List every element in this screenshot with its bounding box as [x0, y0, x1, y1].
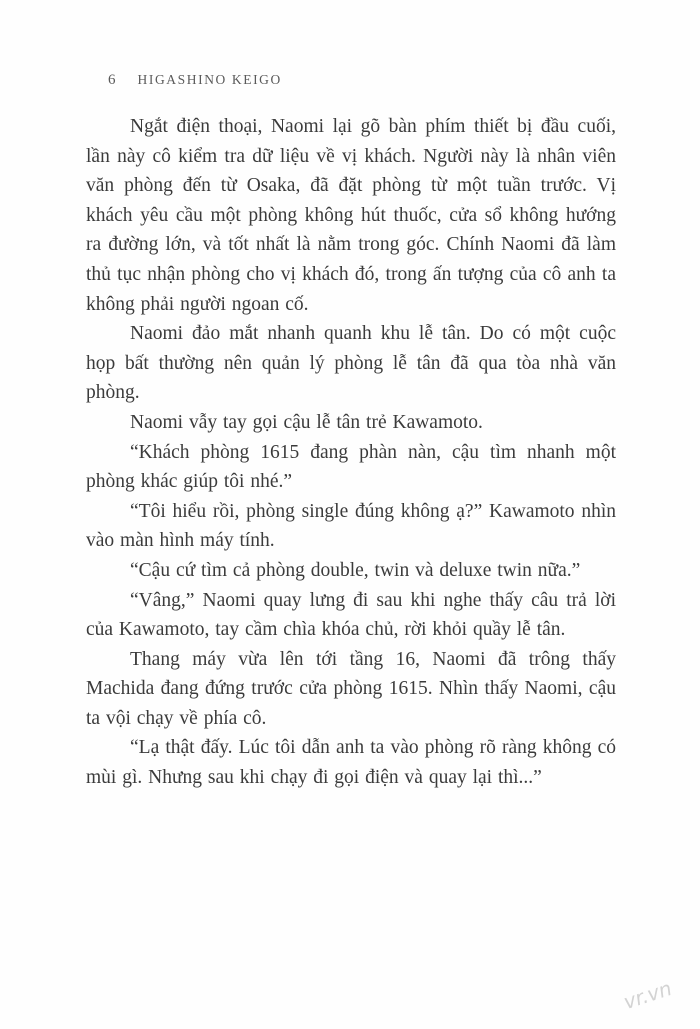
paragraph: Naomi vẫy tay gọi cậu lễ tân trẻ Kawamoto.: [130, 411, 483, 433]
paragraph: “Lạ thật đấy. Lúc tôi dẫn anh ta vào phòng rõ ràng không có mùi gì. Nhưng sau khi chạy đi gọi điện và quay lại thì...”: [86, 737, 616, 789]
paragraph: “Vâng,” Naomi quay lưng đi sau khi nghe thấy câu trả lời của Kawamoto, tay cầm chìa khóa chủ, rời khỏi quầy lễ tân.: [86, 589, 616, 641]
running-header: [108, 72, 614, 89]
paragraph: Ngắt điện thoại, Naomi lại gõ bàn phím thiết bị đầu cuối, lần này cô kiểm tra dữ liệu về vị khách. Người này là nhân viên văn phòng đến từ Osaka, đã đặt phòng từ một tuần trước. Vị khách yêu cầu một phòng không hút thuốc, cửa sổ không hướng ra đường lớn, và tốt nhất là nằm trong góc. Chính Naomi đã làm thủ tục nhận phòng cho vị khách đó, trong ấn tượng của cô anh ta không phải người ngoan cố.: [86, 116, 616, 315]
paragraph: “Khách phòng 1615 đang phàn nàn, cậu tìm nhanh một phòng khác giúp tôi nhé.”: [86, 441, 616, 493]
page-number: 6: [108, 72, 116, 88]
paragraph: “Tôi hiểu rồi, phòng single đúng không ạ?” Kawamoto nhìn vào màn hình máy tính.: [86, 500, 616, 552]
paragraph: Naomi đảo mắt nhanh quanh khu lễ tân. Do có một cuộc họp bất thường nên quản lý phòng lễ tân đã qua tòa nhà văn phòng.: [86, 323, 616, 404]
body-text: [86, 112, 616, 793]
paragraph: Thang máy vừa lên tới tầng 16, Naomi đã trông thấy Machida đang đứng trước cửa phòng 1615. Nhìn thấy Naomi, cậu ta vội chạy về phía cô.: [86, 648, 616, 729]
running-head-title: HIGASHINO KEIGO: [137, 72, 282, 87]
paragraph: “Cậu cứ tìm cả phòng double, twin và deluxe twin nữa.”: [130, 559, 581, 581]
scan-watermark: vr.vn: [620, 976, 675, 1014]
